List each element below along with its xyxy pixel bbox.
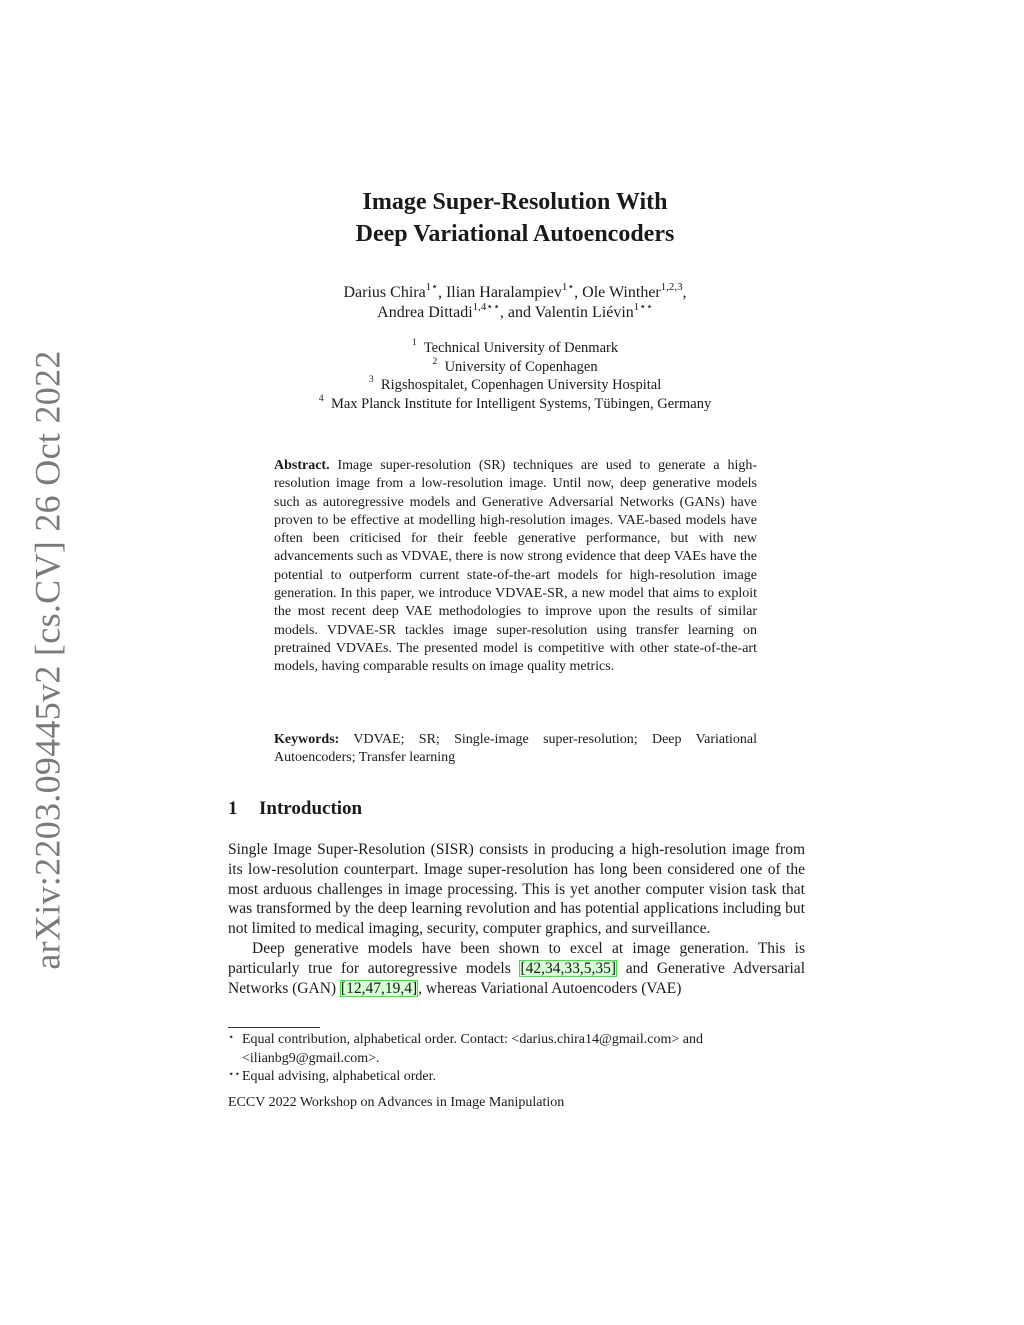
citation-link[interactable]: [12,47,19,4] xyxy=(340,979,418,997)
paragraph: Deep generative models have been shown to excel at image generation. This is particularly true for autoregressive models [42,34,33,5,35] and Generative Adversarial Networks (GAN) [12,47,19,4], whereas Variational Autoencoders (VAE) xyxy=(228,939,805,997)
author-marks: 1⋆ xyxy=(561,280,575,293)
arxiv-identifier xyxy=(23,350,73,970)
keywords xyxy=(274,731,757,768)
affiliation: $^3$ Rigshospitalet, Copenhagen University Hospital xyxy=(368,374,662,393)
venue-note: ECCV 2022 Workshop on Advances in Image Manipulation xyxy=(228,1095,565,1110)
author-name: Darius Chira xyxy=(343,284,426,301)
footnote-rule xyxy=(228,1027,320,1028)
author-name: Andrea Dittadi xyxy=(377,304,473,321)
author-line-2: Andrea Dittadi$^{1,4⋆⋆}$, and Valentin Liévin$^{1⋆⋆}$ xyxy=(377,300,653,321)
author-marks: 1,4⋆⋆ xyxy=(472,300,500,313)
section-heading xyxy=(228,798,805,820)
footnote-continuation: <ilianbg9@gmail.com>. xyxy=(242,1050,380,1066)
author-line-1: Darius Chira$^{1⋆}$, Ilian Haralampiev$^{1⋆}$, Ole Winther$^{1,2,3}$, xyxy=(343,280,687,301)
title-line-1: Image Super-Resolution With xyxy=(362,189,668,215)
paper-title xyxy=(200,186,830,250)
section-number: 1 xyxy=(228,798,238,819)
footnote xyxy=(228,1031,805,1050)
affiliations xyxy=(200,339,830,413)
footnote-text: Equal advising, alphabetical order. xyxy=(242,1069,436,1084)
affiliation: $^2$ University of Copenhagen xyxy=(432,355,598,375)
footnote xyxy=(228,1068,805,1087)
citation-link[interactable]: [42,34,33,5,35] xyxy=(520,959,617,977)
affiliation: $^4$ Max Planck Institute for Intelligent Systems, Tübingen, Germany xyxy=(318,392,712,412)
paragraph: Single Image Super-Resolution (SISR) consists in producing a high-resolution image from its low-resolution counterpart. Image super-resolution has long been considered one of the most arduous challenges in image processing. This is yet another computer vision task that was transformed by the deep learning revolution and has potential applications including but not limited to medical imaging, security, computer graphics, and surveillance. xyxy=(228,841,805,938)
abstract-text: Image super-resolution (SR) techniques are used to generate a high-resolution image from a low-resolution image. Until now, deep generative models such as autoregressive models and Generative Adversarial Networks (GANs) have proven to be effective at modelling high-resolution images. VAE-based models have often been criticised for their feeble generative performance, but with new advancements such as VDVAE, there is now strong evidence that deep VAEs have the potential to outperform current state-of-the-art models for high-resolution image generation. In this paper, we introduce VDVAE-SR, a new model that aims to exploit the most recent deep VAE methodologies to improve upon the results of similar models. VDVAE-SR tackles image super-resolution using transfer learning on pretrained VDVAEs. The presented model is competitive with other state-of-the-art models, having comparable results on image quality metrics. xyxy=(274,458,757,675)
footnote-mark: ⋆⋆ xyxy=(228,1069,241,1080)
author-marks: 1⋆ xyxy=(425,280,438,293)
author-name: Valentin Liévin xyxy=(534,304,634,321)
section-title: Introduction xyxy=(259,798,363,819)
body-text xyxy=(228,840,805,998)
footnote-mark: ⋆ xyxy=(228,1032,235,1043)
affiliation: $^1$ Technical University of Denmark xyxy=(411,337,619,356)
keywords-text: VDVAE; SR; Single-image super-resolution; Deep Variational Autoencoders; Transfer learning xyxy=(274,732,757,766)
author-name: Ole Winther xyxy=(582,284,661,301)
author-marks: 1⋆⋆ xyxy=(633,300,653,313)
author-name: Ilian Haralampiev xyxy=(445,284,562,301)
keywords-label: Keywords: xyxy=(274,732,340,747)
abstract-label: Abstract. xyxy=(274,458,330,473)
arxiv-identifier-text: arXiv:2203.09445v2 [cs.CV] 26 Oct 2022 xyxy=(28,350,69,970)
footnotes xyxy=(228,1031,805,1087)
footnote-text: Equal contribution, alphabetical order. Contact: <darius.chira14@gmail.com> and xyxy=(242,1032,703,1047)
author-marks: 1,2,3 xyxy=(660,280,683,293)
title-line-2: Deep Variational Autoencoders xyxy=(355,221,675,247)
author-list xyxy=(200,280,830,323)
abstract xyxy=(274,457,757,677)
